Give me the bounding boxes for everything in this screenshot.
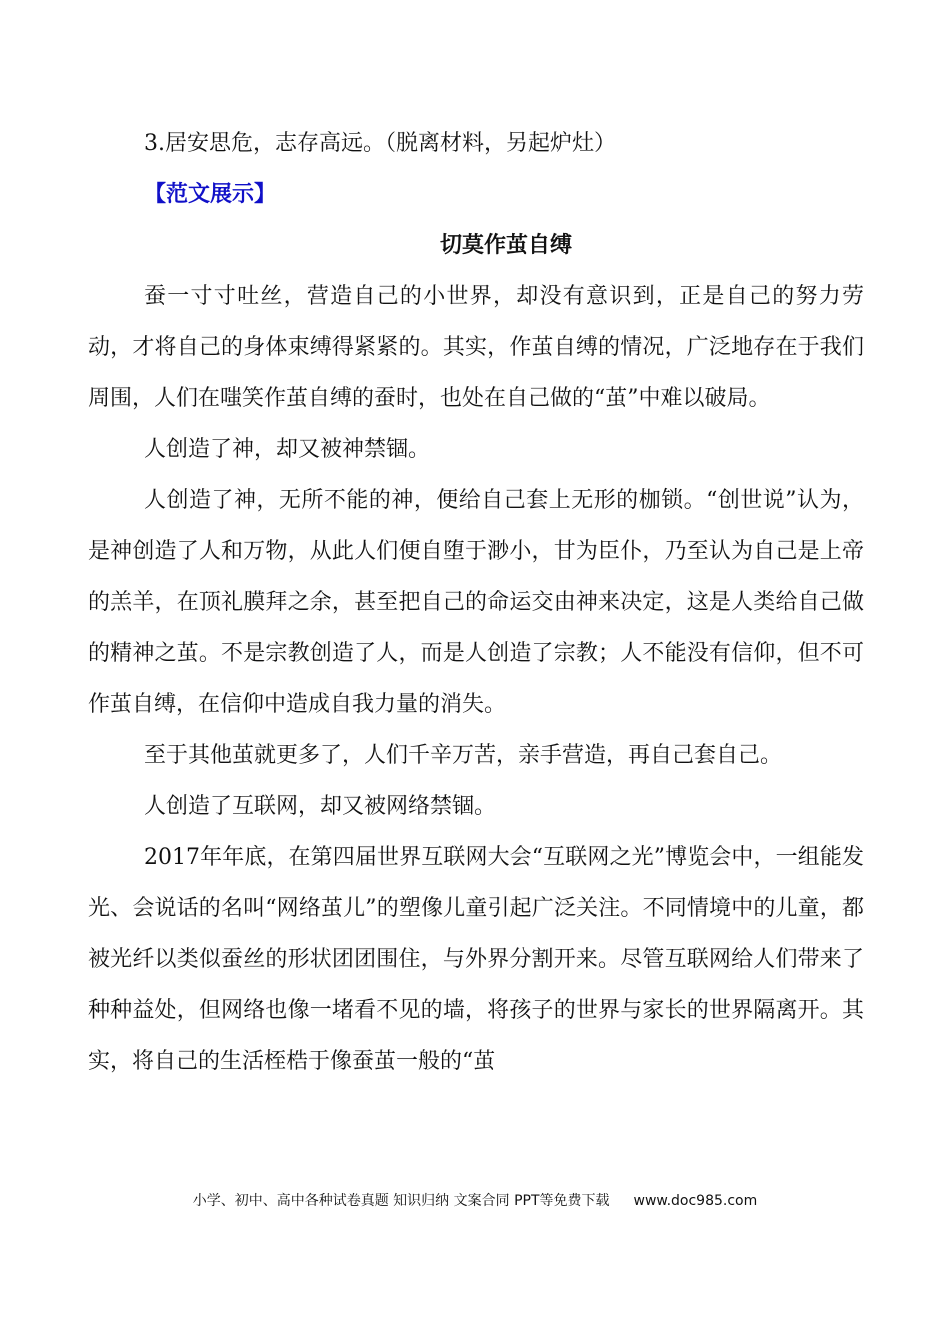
section-heading: 【范文展示】 (144, 182, 277, 207)
paragraph-2: 人创造了神，却又被神禁锢。 (144, 437, 431, 462)
essay-title: 切莫作茧自缚 (439, 233, 572, 258)
paragraph-4: 至于其他茧就更多了，人们千辛万苦，亲手营造，再自己套自己。 (144, 743, 783, 768)
page-footer (0, 1189, 950, 1213)
footer-url[interactable]: www.doc985.com (633, 1193, 758, 1209)
paragraph-1: 蚕一寸寸吐丝，营造自己的小世界，却没有意识到，正是自己的努力劳动，才将自己的身体束缚得紧紧的。其实，作茧自缚的情况，广泛地存在于我们周围，人们在嗤笑作茧自缚的蚕时，也处在自己做的“茧”中难以破局。 (88, 284, 864, 411)
footer-text: 小学、初中、高中各种试卷真题 知识归纳 文案合同 PPT等免费下载 (192, 1193, 610, 1209)
document-body (88, 118, 864, 1087)
paragraph-3: 人创造了神，无所不能的神，便给自己套上无形的枷锁。“创世说”认为，是神创造了人和万物，从此人们便自堕于渺小，甘为臣仆，乃至认为自己是上帝的羔羊，在顶礼膜拜之余，甚至把自己的命运交由神来决定，这是人类给自己做的精神之茧。不是宗教创造了人，而是人创造了宗教；人不能没有信仰，但不可作茧自缚，在信仰中造成自我力量的消失。 (88, 488, 864, 717)
paragraph-6: 2017年年底，在第四届世界互联网大会“互联网之光”博览会中，一组能发光、会说话的名叫“网络茧儿”的塑像儿童引起广泛关注。不同情境中的儿童，都被光纤以类似蚕丝的形状团团围住，与外界分割开来。尽管互联网给人们带来了种种益处，但网络也像一堵看不见的墙，将孩子的世界与家长的世界隔离开。其实，将自己的生活桎梏于像蚕茧一般的“茧 (88, 845, 864, 1074)
paragraph-5: 人创造了互联网，却又被网络禁锢。 (144, 794, 497, 819)
point-3: 3.居安思危，志存高远。（脱离材料，另起炉灶） (144, 131, 616, 156)
